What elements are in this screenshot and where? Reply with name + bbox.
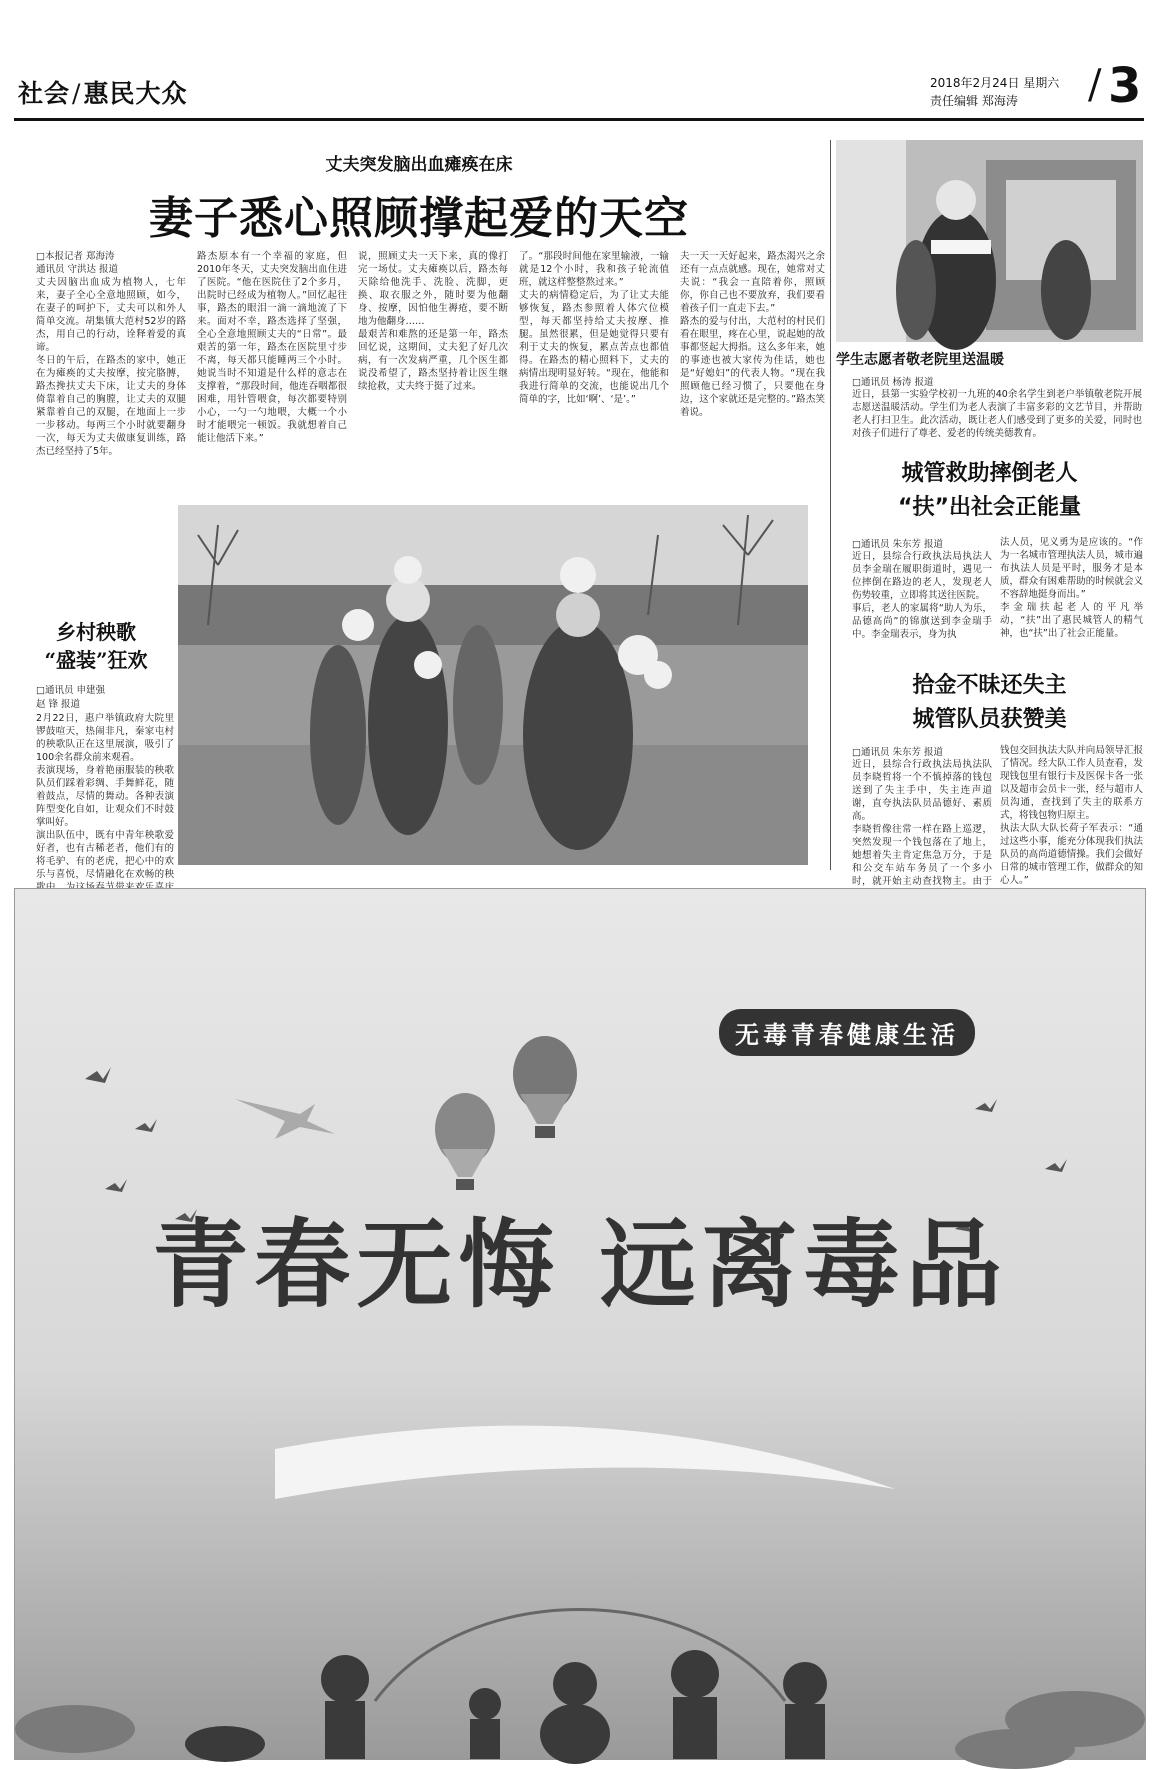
city1-column-2: 法人员，见义勇为是应该的。“作为一名城市管理执法人员，城市遍布执法人员是平时，服务才是本质，群众有困难帮助的时候就会义不容辞地挺身而出。” 李金瑞扶起老人的平凡举动，“扶”出了惠民城管人的精气神，也“扶”出了社会正能量。 <box>1000 537 1143 639</box>
city1-title-line2: “扶”出社会正能量 <box>898 495 1081 520</box>
folk-dance-photo <box>178 505 808 865</box>
city2-title-line1: 拾金不昧还失主 <box>912 673 1067 698</box>
main-column-2: 路杰原本有一个幸福的家庭，但2010年冬天，丈夫突发脑出血住进了医院。“他在医院住了2个多月，出院时已经成为植物人。”回忆起往事，路杰的眼泪一滴一滴地流了下来。面对不幸，路杰选择了坚强，全心全意地照顾丈夫的“日常”。最艰苦的第一年，路杰在医院里寸步不离，每天都只能睡两三个小时。她说当时不知道是什么样的意志在支撑着，“那段时间，他连吞咽都很困难，用针管喂食，每次都要特别小心，一勺一勺地喂，大概一个小时才能喂完一顿饭。我就想着自己能让他活下来。” <box>197 251 347 444</box>
volunteer-photo <box>836 140 1143 342</box>
folk-byline: □通讯员 申建强 赵 锋 报道 <box>36 685 105 710</box>
city2-column-2: 钱包交回执法大队并向局领导汇报了情况。经大队工作人员查看，发现钱包里有银行卡及医保卡各一张以及超市会员卡一张，经与超市人员沟通，查找到了失主的联系方式，将钱包物归原主。 执法大队大队长荷子军表示：“通过这些小事，能充分体现我们执法队员的高尚道德情操。我们会做好日常的城市管理工作，做群众的知心人。” <box>1000 745 1143 886</box>
main-kicker: 丈夫突发脑出血瘫痪在床 <box>325 155 513 175</box>
main-column-1: □本报记者 郑海涛 通讯员 守洪达 报道 丈夫因脑出血成为植物人，七年来，妻子全心全意地照顾，如今，在妻子的呵护下，丈夫可以和外人简单交流。胡集镇大范村52岁的路杰，用自己的行动，诠释着爱的真谛。 冬日的午后，在路杰的家中，她正在为瘫痪的丈夫按摩，按完胳膊，路杰搀扶丈夫下床，让丈夫的身体倚靠着自己的胸膛，让丈夫的双腿紧靠着自己的双腿，在地面上一步一步移动。每两三个小时就要翻身一次，每天为丈夫做康复训练，路杰已经坚持了5年。 <box>36 251 186 457</box>
city2-title-line2: 城管队员获赞美 <box>912 707 1067 732</box>
anti-drug-ad <box>14 888 1146 1760</box>
children-silhouettes <box>185 1650 827 1764</box>
volunteer-illustration <box>836 140 1143 342</box>
swoosh-decoration <box>275 1426 895 1499</box>
volunteer-caption: 学生志愿者敬老院里送温暖 <box>836 352 1004 368</box>
header-rule <box>14 118 1144 121</box>
section-name: 社会 <box>18 79 71 108</box>
issue-date: 2018年2月24日 星期六 <box>930 76 1060 90</box>
folk-title-line1: 乡村秧歌 <box>56 620 136 644</box>
folk-body: 2月22日，惠户举镇政府大院里锣鼓喧天，热闹非凡，秦家屯村的秧歌队正在这里展演，吸引了100余名群众前来观看。 表演现场，身着艳丽服装的秧歌队员们踩着彩绸、手舞鲜花，随着鼓点，尽情的舞动。各种表演阵型变化自如，让观众们不时鼓掌叫好。 演出队伍中，既有中青年秧歌爱好者，也有古稀老者，他们有的将毛驴、有的老虎，把心中的欢乐与喜悦，尽情融化在欢畅的秧 <box>36 713 174 880</box>
hot-air-balloon-icon <box>513 1036 577 1138</box>
ad-slogan-banner: 无毒青春健康生活 <box>719 1009 975 1056</box>
city1-title-line1: 城管救助摔倒老人 <box>901 461 1078 486</box>
city2-byline: □通讯员 朱东芳 报道 <box>852 747 944 758</box>
city2-column-1: 近日，县综合行政执法局执法队员李晓哲将一个不慎掉落的钱包送到了失主手中，失主连声道谢，直夸执法队员品德好、素质高。 李晓哲像往常一样在路上巡逻，突然发现一个钱包落在了地上，她想着失主肯定焦急万分，于是和公交车站车务员了一个多小时，就开始主动查找物主。由于 <box>852 759 992 887</box>
column-divider <box>830 140 831 870</box>
city1-byline: □通讯员 朱东芳 报道 <box>852 539 944 550</box>
airplane-icon <box>235 1099 335 1139</box>
volunteer-byline: □通讯员 杨涛 报道 <box>852 377 934 388</box>
ad-title: 青春无悔 远离毒品 <box>152 1208 1008 1321</box>
editor-credit: 责任编辑 郑海涛 <box>930 94 1018 108</box>
page-number-separator: / <box>1088 62 1102 108</box>
section-separator: / <box>72 79 82 108</box>
folk-title-line2: “盛装”狂欢 <box>44 648 148 672</box>
column-name: 惠民大众 <box>83 79 188 108</box>
section-title <box>18 74 187 110</box>
main-column-3: 说，照顾丈夫一天下来，真的像打完一场仗。丈夫瘫痪以后，路杰每天除给他洗手、洗脸、洗脚，更换、取衣服之外，随时要为他翻身、按摩，因怕他生褥疮，要不断地为他翻身…… 最艰苦和难熬的还是第一年，路杰回忆说，这期间，丈夫犯了好几次病，有一次发病严重，几个医生都说没希望了，路杰坚持着让医生继续抢救，丈夫终于挺了过来。 <box>358 251 508 392</box>
main-column-5: 夫一天一天好起来，路杰渴兴之余还有一点点就感。现在，她常对丈夫说：“我会一直陪着你，照顾你，你自己也不要放弃，我们要看着孩子们一直走下去。” 路杰的爱与付出，大范村的村民们看在眼里，疼在心里，说起她的故事都竖起大拇指。这么多年来，她的事迹也被大家传为佳话，她也是“好媳妇”的代表人物。“现在我照顾他已经习惯了，只要他在身边，这个家就还是完整的。”路杰笑着说。 <box>680 251 825 418</box>
main-headline: 妻子悉心照顾撑起爱的天空 <box>149 193 689 244</box>
hot-air-balloon-icon <box>435 1093 495 1190</box>
main-column-4: 了。“那段时间他在家里输液，一输就是12个小时，我和孩子轮流值班，就这样整整熬过来。” 丈夫的病情稳定后，为了让丈夫能够恢复，路杰参照着人体穴位模型，每天都坚持给丈夫按摩、推腿。虽然很累，但是她觉得只要有利于丈夫的恢复，累点苦点也都值得。在路杰的精心照料下，丈夫的病情出现明显好转。“现在，他能和我进行简单的交流，也能说出几个简单的字，比如‘啊’、‘是’。” <box>519 251 669 405</box>
folk-dance-illustration <box>178 505 808 865</box>
city1-column-1: 近日，县综合行政执法局执法人员李金瑞在履职街道时，遇见一位摔倒在路边的老人，发现老人伤势较重，立即将其送往医院。 事后，老人的家属将“助人为乐，品德高尚”的锦旗送到李金瑞手中。李金瑞表示，身为执 <box>852 551 992 640</box>
page-number: 3 <box>1108 58 1142 114</box>
volunteer-body: 近日，县第一实验学校初一九班的40余名学生到老户举镇敬老院开展志愿送温暖活动。学生们为老人表演了丰富多彩的文艺节目，并帮助老人打扫卫生。此次活动，既让老人们感受到了更多的关爱，同时也对孩子们进行了尊老、爱老的传统美德教育。 <box>852 389 1142 439</box>
